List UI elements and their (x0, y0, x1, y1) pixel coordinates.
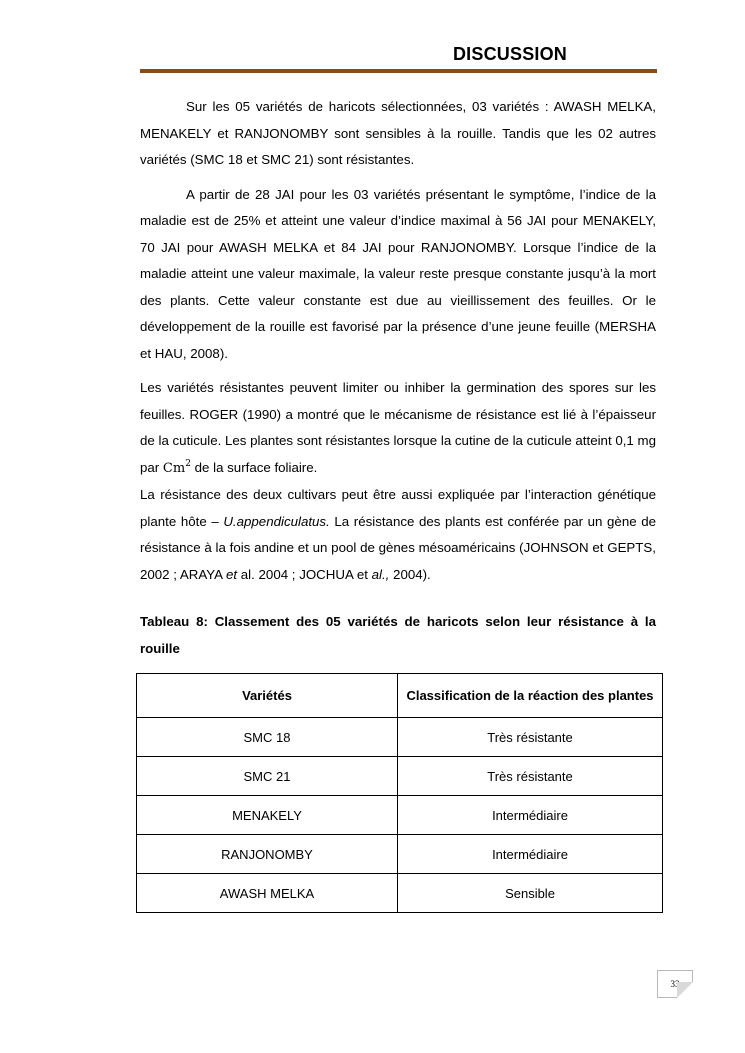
table-row (137, 796, 663, 835)
paragraph-4-text-2: La résistance des plants est conférée par un gène de résistance à la fois andine et un pool de gènes mésoaméricains (JOHNSON et GEPTS, 2002 ; ARAYA (140, 513, 656, 582)
paragraph-4-text-3: al. 2004 ; JOCHUA et (237, 566, 372, 582)
variety-cell: SMC 21 (137, 757, 398, 796)
paragraph-4-text-4: 2004). (389, 566, 431, 582)
classification-cell: Sensible (398, 874, 663, 913)
page-fold-icon (677, 982, 693, 998)
paragraph-4-text-1: La résistance des deux cultivars peut être aussi expliquée par l’interaction génétique plante hôte – (140, 487, 656, 529)
unit-cm2 (162, 458, 191, 476)
header-rule (140, 69, 657, 73)
variety-cell: MENAKELY (137, 796, 398, 835)
classification-cell: Intermédiaire (398, 835, 663, 874)
paragraph-3-end: de la surface foliaire. (190, 459, 318, 475)
table-row (137, 757, 663, 796)
species-name: U.appendiculatus. (223, 513, 330, 529)
paragraph-4 (140, 482, 656, 588)
table-header-row (137, 674, 663, 718)
variety-cell: RANJONOMBY (137, 835, 398, 874)
paragraph-1: Sur les 05 variétés de haricots sélectionnées, 03 variétés : AWASH MELKA, MENAKELY et RANJONOMBY sont sensibles à la rouille. Tandis que les 02 autres variétés (SMC 18 et SMC 21) sont résistantes. (140, 99, 656, 167)
table-row (137, 835, 663, 874)
classification-cell: Intermédiaire (398, 796, 663, 835)
variety-cell: SMC 18 (137, 718, 398, 757)
unit-base: Cm (162, 460, 186, 476)
table-row (137, 718, 663, 757)
paragraph-3 (140, 375, 656, 482)
section-title: DISCUSSION (452, 44, 568, 64)
column-header-classification: Classification de la réaction des plantes (398, 674, 663, 718)
unit-exponent: 2 (185, 458, 191, 469)
classification-cell: Très résistante (398, 757, 663, 796)
table-row (137, 874, 663, 913)
classification-cell: Très résistante (398, 718, 663, 757)
citation-et: et (226, 566, 238, 582)
variety-cell: AWASH MELKA (137, 874, 398, 913)
column-header-varietes: Variétés (137, 674, 398, 718)
table-caption: Tableau 8: Classement des 05 variétés de haricots selon leur résistance à la rouille (140, 614, 656, 656)
page-number-label: 33 (670, 979, 680, 989)
paragraph-3-text: Les variétés résistantes peuvent limiter ou inhiber la germination des spores sur les feuilles. ROGER (1990) a montré que le mécanisme de résistance est lié à l’épaisseur de la cuticule. Les plantes sont résistantes lorsque la cutine de la cuticule atteint 0,1 mg par (140, 380, 656, 475)
discussion-body (140, 94, 656, 588)
resistance-table (136, 673, 663, 913)
citation-al: al., (371, 566, 390, 582)
paragraph-2: A partir de 28 JAI pour les 03 variétés présentant le symptôme, l’indice de la maladie est de 25% et atteint une valeur d’indice maximal à 56 JAI pour MENAKELY, 70 JAI pour AWASH MELKA et 84 JAI pour RANJONOMBY. Lorsque l’indice de la maladie atteint une valeur maximale, la valeur reste presque constante jusqu’à la mort des plants. Cette valeur constante est due au vieillissement des feuilles. Or le développement de la rouille est favorisé par la présence d’une jeune feuille (MERSHA et HAU, 2008). (140, 186, 656, 361)
page-number (657, 970, 693, 998)
